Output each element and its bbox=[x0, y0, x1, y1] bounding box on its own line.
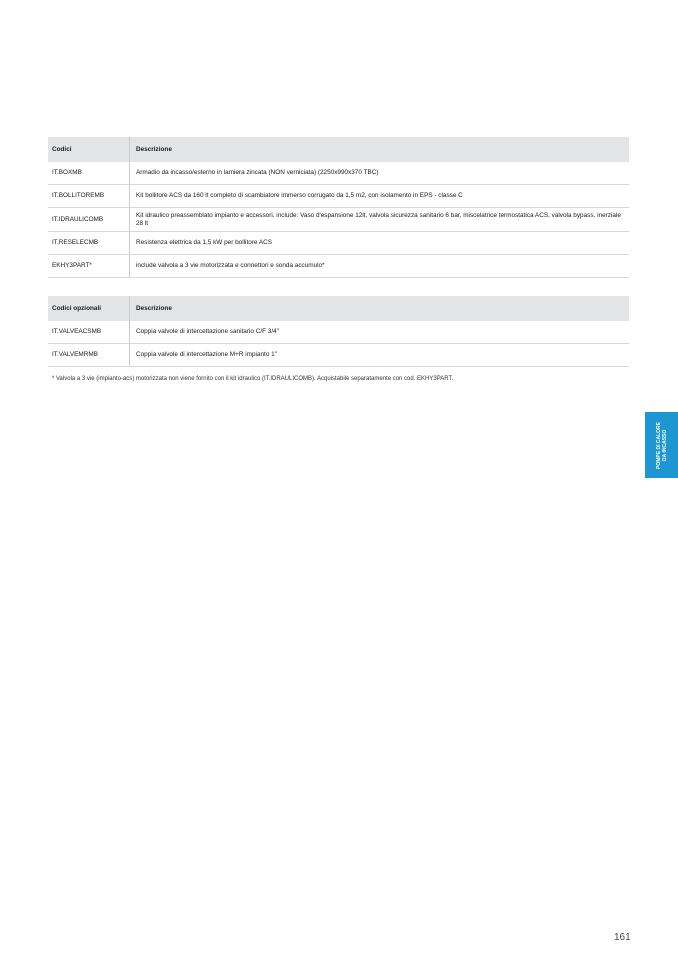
table-row bbox=[48, 344, 629, 367]
code-cell: EKHY3PART* bbox=[48, 255, 130, 278]
description-cell: Armadio da incasso/esterno in lamiera zincata (NON verniciata) (2250x990x370 TBC) bbox=[130, 162, 630, 185]
description-cell: Coppia valvole di intercettazione M+R impianto 1" bbox=[130, 344, 630, 367]
footnote: * Valvola a 3 vie (impianto-acs) motorizzata non viene fornito con il kit idraulico (IT.IDRAULICOMB). Acquistabile separatamente con cod. EKHY3PART. bbox=[52, 376, 454, 382]
table-row bbox=[48, 321, 629, 344]
side-tab-label: POMPE DI CALORE DA INCASSO bbox=[655, 421, 668, 469]
code-cell: IT.VALVEACSMB bbox=[48, 321, 130, 344]
code-cell: IT.VALVEMRMB bbox=[48, 344, 130, 367]
description-cell: Kit idraulico preassemblato impianto e accessori, include: Vaso d'espansione 12lt, valvola sicurezza sanitario 6 bar, miscelatrice termostatica ACS, valvola bypass, inerziale 28 lt bbox=[130, 208, 630, 232]
table-row bbox=[48, 162, 629, 185]
description-cell: Coppia valvole di intercettazione sanitario C/F 3/4" bbox=[130, 321, 630, 344]
table-row bbox=[48, 185, 629, 208]
code-cell: IT.BOXMB bbox=[48, 162, 130, 185]
column-header-descrizione: Descrizione bbox=[130, 137, 630, 162]
code-cell: IT.IDRAULICOMB bbox=[48, 208, 130, 232]
code-cell: IT.BOLLITOREMB bbox=[48, 185, 130, 208]
column-header-codici-opzionali: Codici opzionali bbox=[48, 296, 130, 321]
code-cell: IT.RESELECMB bbox=[48, 232, 130, 255]
codes-table bbox=[48, 137, 629, 278]
description-cell: Kit bollitore ACS da 160 lt completo di scambiatore immerso corrugato da 1,5 m2, con isolamento in EPS - classe C bbox=[130, 185, 630, 208]
column-header-descrizione: Descrizione bbox=[130, 296, 630, 321]
table-row bbox=[48, 255, 629, 278]
table-header-row bbox=[48, 296, 629, 321]
section-side-tab[interactable] bbox=[645, 412, 678, 478]
optional-codes-table bbox=[48, 296, 629, 367]
column-header-codici: Codici bbox=[48, 137, 130, 162]
description-cell: include valvola a 3 vie motorizzata e connettori e sonda accumulo* bbox=[130, 255, 630, 278]
table-header-row bbox=[48, 137, 629, 162]
table-row bbox=[48, 208, 629, 232]
page-number: 161 bbox=[614, 932, 631, 943]
table-row bbox=[48, 232, 629, 255]
description-cell: Resistenza elettrica da 1,5 kW per bollitore ACS bbox=[130, 232, 630, 255]
